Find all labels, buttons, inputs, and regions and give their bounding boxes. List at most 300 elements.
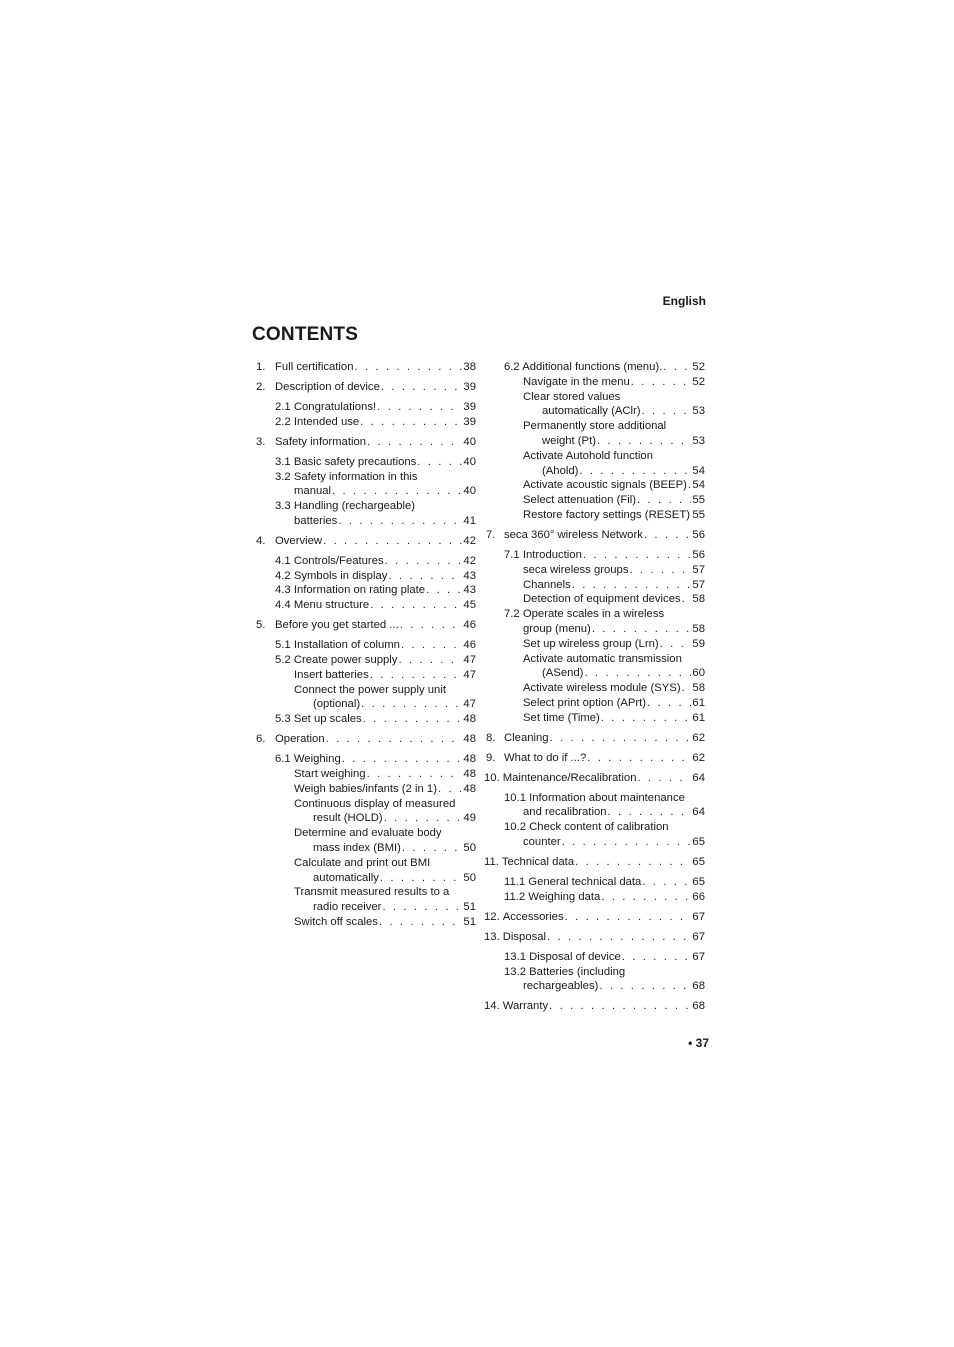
toc-entry[interactable] — [484, 528, 705, 543]
toc-entry[interactable] — [484, 478, 705, 493]
toc-entry[interactable] — [254, 767, 476, 782]
toc-entry-line — [294, 797, 476, 812]
toc-entry-title: Warranty — [502, 1000, 549, 1013]
toc-page-number: 57 — [692, 563, 705, 576]
dot-leader — [601, 890, 691, 905]
toc-entry-line — [523, 419, 705, 434]
toc-page-number: 43 — [463, 584, 476, 597]
toc-entry-title: Activate Autohold function — [523, 449, 654, 462]
toc-entry-title: Detection of equipment devices — [523, 593, 681, 606]
toc-entry-line — [523, 711, 705, 726]
toc-entry[interactable] — [254, 668, 476, 683]
toc-entry-line — [275, 484, 476, 499]
toc-entry-line — [294, 871, 476, 886]
toc-entry-line — [275, 455, 476, 470]
toc-page-number: 64 — [692, 806, 705, 819]
toc-page-number: 48 — [463, 733, 476, 746]
toc-entry-title: Disposal — [502, 930, 547, 943]
toc-entry-line — [504, 805, 705, 820]
dot-leader — [379, 915, 462, 930]
toc-entry-title: 5.1 Installation of column — [275, 639, 400, 652]
toc-entry-title: Start weighing — [294, 768, 366, 780]
toc-entry-line — [275, 712, 476, 727]
toc-entry-line — [504, 820, 705, 835]
toc-entry-title: Navigate in the menu — [523, 375, 630, 388]
toc-entry[interactable] — [484, 419, 705, 449]
toc-entry-line — [523, 390, 705, 405]
toc-entry-title: 3.1 Basic safety precautions — [275, 455, 417, 468]
toc-entry[interactable] — [484, 390, 705, 420]
toc-entry-number: 9. — [486, 751, 496, 764]
toc-entry-title: 2.2 Intended use — [275, 415, 360, 428]
toc-entry-number: 2. — [256, 380, 266, 393]
dot-leader — [562, 835, 692, 850]
toc-entry[interactable] — [484, 820, 705, 850]
toc-entry[interactable] — [254, 856, 476, 886]
toc-entry-line — [275, 638, 476, 653]
toc-entry-title: Permanently store additional — [523, 420, 667, 433]
toc-entry[interactable] — [484, 548, 705, 563]
toc-entry-line — [484, 855, 705, 870]
toc-entry[interactable] — [254, 638, 476, 653]
toc-page-number: 39 — [463, 400, 476, 413]
dot-leader — [642, 404, 692, 419]
dot-leader — [417, 455, 462, 470]
toc-entry-title: Insert batteries — [294, 668, 369, 681]
toc-entry-line — [523, 696, 705, 711]
toc-entry[interactable] — [484, 360, 705, 375]
toc-entry[interactable] — [484, 875, 705, 890]
toc-entry-title: Activate acoustic signals (BEEP) — [523, 479, 687, 492]
toc-entry[interactable] — [484, 999, 705, 1014]
dot-leader — [583, 548, 692, 563]
toc-entry-number: 10. — [484, 771, 500, 784]
toc-page-number: 58 — [692, 593, 705, 606]
toc-entry-title: automatically — [313, 871, 379, 884]
dot-leader — [565, 910, 692, 925]
page-title: CONTENTS — [252, 324, 359, 345]
toc-entry[interactable] — [484, 696, 705, 711]
dot-leader — [587, 751, 691, 766]
toc-page-number: 40 — [463, 485, 476, 498]
toc-entry-line — [484, 999, 705, 1014]
toc-entry[interactable] — [254, 683, 476, 713]
toc-entry-title: Set up wireless group (Lrn) — [523, 637, 659, 650]
toc-page-number: 53 — [692, 434, 705, 447]
toc-page-number: 50 — [463, 841, 476, 854]
dot-leader — [622, 950, 692, 965]
toc-entry-title: automatically (AClr) — [542, 405, 641, 418]
dot-leader — [637, 493, 691, 508]
toc-entry-line — [504, 731, 705, 746]
toc-entry-title: Select print option (APrt) — [523, 696, 647, 709]
toc-entry-title: Accessories — [502, 910, 564, 923]
toc-entry[interactable] — [484, 930, 705, 945]
toc-entry[interactable] — [254, 782, 476, 797]
toc-entry-title: 4.4 Menu structure — [275, 599, 370, 612]
toc-entry-title: Overview — [275, 534, 323, 547]
toc-page-number: 54 — [692, 479, 705, 492]
dot-leader — [660, 637, 692, 652]
toc-page-number: 39 — [463, 380, 476, 393]
toc-page-number: 48 — [463, 782, 476, 795]
toc-entry-number: 3. — [256, 435, 266, 448]
toc-entry-line — [504, 360, 705, 375]
toc-entry-title: Maintenance/Recalibration — [502, 771, 637, 784]
toc-entry[interactable] — [484, 855, 705, 870]
toc-entry-line — [294, 767, 476, 782]
toc-entry-title: 10.1 Information about maintenance — [504, 791, 685, 804]
toc-entry[interactable] — [484, 652, 705, 682]
toc-entry[interactable] — [484, 493, 705, 508]
toc-entry-title: Description of device — [275, 380, 380, 393]
dot-leader — [642, 875, 691, 890]
toc-entry-line — [523, 592, 705, 607]
dot-leader — [644, 528, 692, 543]
language-label: English — [662, 294, 706, 308]
toc-page-number: 64 — [692, 771, 705, 784]
toc-entry[interactable] — [484, 950, 705, 965]
toc-entry-line — [294, 856, 476, 871]
toc-page-number: 38 — [463, 361, 476, 373]
toc-entry-number: 5. — [256, 619, 266, 632]
dot-leader — [584, 666, 691, 681]
toc-entry[interactable] — [484, 681, 705, 696]
toc-entry-line — [275, 360, 476, 375]
toc-page-number: 55 — [692, 508, 705, 521]
toc-entry[interactable] — [484, 578, 705, 593]
toc-page-number: 61 — [692, 711, 705, 724]
toc-entry[interactable] — [254, 598, 476, 613]
dot-leader — [342, 752, 463, 767]
toc-entry-title: 3.2 Safety information in this — [275, 470, 418, 483]
dot-leader — [398, 653, 462, 668]
toc-page-number: 67 — [692, 950, 705, 963]
page-number: • 37 — [688, 1036, 709, 1050]
toc-entry[interactable] — [484, 751, 705, 766]
dot-leader — [549, 999, 691, 1014]
toc-page-number: 46 — [463, 639, 476, 652]
toc-entry[interactable] — [254, 499, 476, 529]
toc-entry[interactable] — [484, 910, 705, 925]
toc-page-number: 39 — [463, 415, 476, 428]
toc-entry[interactable] — [254, 732, 476, 747]
toc-entry-line — [294, 885, 476, 900]
toc-page-number: 60 — [692, 667, 705, 680]
toc-entry[interactable] — [254, 400, 476, 415]
toc-entry-line — [294, 683, 476, 698]
dot-leader — [370, 668, 463, 683]
toc-entry-title: Select attenuation (Fil) — [523, 494, 637, 507]
toc-entry-title: (optional) — [313, 698, 361, 711]
toc-entry-title: Set time (Time) — [523, 711, 600, 724]
toc-entry-number: 14. — [484, 1000, 500, 1013]
dot-leader — [575, 855, 691, 870]
toc-entry[interactable] — [484, 771, 705, 786]
toc-entry-line — [523, 508, 705, 523]
dot-leader — [608, 805, 692, 820]
toc-entry[interactable] — [254, 435, 476, 450]
toc-entry-title: weight (Pt) — [542, 434, 596, 447]
toc-entry-line — [484, 771, 705, 786]
dot-leader — [361, 697, 462, 712]
toc-entry-title: 5.2 Create power supply — [275, 654, 398, 667]
toc-page-number: 46 — [463, 619, 476, 632]
toc-entry-number: 7. — [486, 528, 496, 541]
toc-entry-line — [523, 404, 705, 419]
toc-entry[interactable] — [484, 607, 705, 637]
toc-entry-line — [275, 534, 476, 549]
toc-entry[interactable] — [484, 731, 705, 746]
toc-entry-title: Operation — [275, 733, 325, 746]
toc-entry-line — [504, 751, 705, 766]
toc-page-number: 53 — [692, 405, 705, 418]
toc-entry[interactable] — [254, 915, 476, 930]
toc-entry-line — [294, 826, 476, 841]
toc-entry-line — [504, 875, 705, 890]
dot-leader — [360, 415, 462, 430]
toc-entry-number: 13. — [484, 930, 500, 943]
toc-entry-title: Calculate and print out BMI — [294, 856, 431, 869]
toc-entry-line — [275, 400, 476, 415]
toc-page-number: 66 — [692, 890, 705, 903]
toc-entry-line — [275, 569, 476, 584]
toc-entry[interactable] — [254, 653, 476, 668]
toc-entry-line — [504, 835, 705, 850]
toc-page-number: 57 — [692, 578, 705, 591]
toc-entry-line — [294, 697, 476, 712]
dot-leader — [637, 771, 691, 786]
toc-page-number: 40 — [463, 435, 476, 448]
toc-entry-title: 4.1 Controls/Features — [275, 554, 384, 567]
toc-page-number: 42 — [463, 554, 476, 567]
toc-entry-title: seca wireless groups — [523, 563, 629, 576]
toc-entry-line — [523, 493, 705, 508]
toc-entry[interactable] — [254, 826, 476, 856]
toc-entry-title: Technical data — [501, 856, 575, 869]
toc-entry-title: Determine and evaluate body — [294, 827, 442, 840]
toc-entry-title: Weigh babies/infants (2 in 1) — [294, 782, 437, 795]
toc-page-number: 58 — [692, 682, 705, 695]
toc-entry-line — [294, 811, 476, 826]
toc-entry[interactable] — [254, 360, 476, 375]
toc-entry[interactable] — [254, 752, 476, 767]
dot-leader — [384, 811, 463, 826]
toc-page-number: 55 — [692, 494, 705, 507]
toc-entry[interactable] — [484, 508, 705, 523]
toc-entry[interactable] — [254, 470, 476, 500]
toc-entry-line — [523, 666, 705, 681]
toc-entry-title: Continuous display of measured — [294, 797, 456, 810]
toc-page-number: 48 — [463, 713, 476, 726]
toc-entry[interactable] — [254, 554, 476, 569]
toc-entry-line — [275, 598, 476, 613]
toc-entry-title: (Ahold) — [542, 464, 579, 477]
toc-entry-line — [275, 653, 476, 668]
toc-entry[interactable] — [484, 711, 705, 726]
dot-leader — [597, 434, 691, 449]
dot-leader — [572, 578, 692, 593]
toc-entry[interactable] — [484, 592, 705, 607]
toc-entry-title: 7.1 Introduction — [504, 548, 582, 561]
toc-page-number: 52 — [692, 361, 705, 373]
toc-entry-title: Activate wireless module (SYS) — [523, 682, 681, 695]
toc-page-number: 47 — [463, 668, 476, 681]
dot-leader — [338, 514, 462, 529]
toc-entry-line — [294, 841, 476, 856]
dot-leader — [367, 435, 462, 450]
dot-leader — [381, 380, 463, 395]
toc-entry-title: (ASend) — [542, 667, 584, 680]
toc-entry-title: 11.1 General technical data — [504, 876, 642, 888]
toc-page-number: 59 — [692, 637, 705, 650]
toc-page-number: 68 — [692, 980, 705, 993]
toc-entry-line — [523, 464, 705, 479]
toc-page-number: 41 — [463, 514, 476, 527]
dot-leader — [682, 592, 692, 607]
toc-entry-title: 6.2 Additional functions (menu). — [504, 361, 663, 373]
toc-page-number: 62 — [692, 751, 705, 764]
toc-entry-line — [523, 563, 705, 578]
toc-entry-title: 7.2 Operate scales in a wireless — [504, 608, 665, 621]
toc-entry-line — [523, 681, 705, 696]
toc-entry[interactable] — [484, 375, 705, 390]
toc-entry-title: Channels — [523, 578, 571, 591]
dot-leader — [400, 618, 463, 633]
dot-leader — [367, 767, 463, 782]
toc-entry-title: batteries — [294, 514, 338, 527]
toc-page-number: 51 — [463, 901, 476, 914]
toc-entry-title: Transmit measured results to a — [294, 886, 450, 899]
dot-leader — [599, 979, 691, 994]
dot-leader — [377, 400, 462, 415]
toc-entry-line — [523, 449, 705, 464]
toc-entry-title: Before you get started ... — [275, 619, 399, 632]
toc-entry[interactable] — [484, 449, 705, 479]
toc-entry-line — [504, 965, 705, 980]
dot-leader — [688, 478, 692, 493]
toc-page-number: 67 — [692, 910, 705, 923]
dot-leader — [550, 731, 692, 746]
toc-entry-line — [275, 514, 476, 529]
dot-leader — [326, 732, 463, 747]
toc-entry[interactable] — [484, 563, 705, 578]
toc-entry-line — [523, 375, 705, 390]
toc-entry-title: 10.2 Check content of calibration — [504, 821, 669, 834]
toc-entry-title: Full certification — [275, 361, 354, 373]
toc-page-number: 65 — [692, 876, 705, 888]
dot-leader — [547, 930, 691, 945]
toc-entry-title: manual — [294, 485, 332, 498]
dot-leader — [388, 569, 462, 584]
toc-entry-title: Activate automatic transmission — [523, 652, 682, 665]
toc-entry[interactable] — [254, 415, 476, 430]
toc-entry-number: 11. — [484, 856, 499, 869]
toc-entry-title: 4.2 Symbols in display — [275, 569, 388, 582]
dot-leader — [601, 711, 692, 726]
toc-entry-line — [275, 583, 476, 598]
toc-entry[interactable] — [484, 791, 705, 821]
toc-entry-title: radio receiver — [313, 901, 382, 914]
toc-entry-number: 4. — [256, 534, 266, 547]
toc-entry[interactable] — [254, 618, 476, 633]
toc-entry[interactable] — [254, 455, 476, 470]
toc-entry-line — [523, 637, 705, 652]
toc-entry-line — [294, 668, 476, 683]
toc-entry-line — [504, 607, 705, 622]
toc-entry[interactable] — [254, 569, 476, 584]
dot-leader — [382, 900, 462, 915]
toc-page-number: 65 — [692, 836, 705, 849]
toc-entry-line — [504, 950, 705, 965]
toc-left-column — [254, 360, 476, 930]
dot-leader — [631, 375, 692, 390]
toc-entry-title: 13.1 Disposal of device — [504, 950, 621, 963]
toc-page-number: 47 — [463, 698, 476, 711]
toc-entry-line — [275, 499, 476, 514]
toc-entry-line — [484, 930, 705, 945]
toc-page-number: 62 — [692, 731, 705, 744]
toc-entry[interactable] — [254, 534, 476, 549]
toc-entry-title: Cleaning — [504, 731, 549, 744]
toc-entry[interactable] — [254, 885, 476, 915]
toc-page-number: 67 — [692, 930, 705, 943]
toc-entry-title: What to do if ...? — [504, 751, 587, 764]
toc-entry-line — [504, 979, 705, 994]
toc-entry-title: 2.1 Congratulations! — [275, 400, 377, 413]
toc-entry[interactable] — [254, 583, 476, 598]
toc-entry-line — [275, 752, 476, 767]
dot-leader — [682, 681, 692, 696]
toc-page-number: 45 — [463, 599, 476, 612]
toc-page-number: 47 — [463, 654, 476, 667]
toc-entry-title: Restore factory settings (RESET) — [523, 508, 690, 521]
toc-entry-number: 12. — [484, 910, 500, 923]
toc-page-number: 56 — [692, 548, 705, 561]
toc-entry[interactable] — [484, 890, 705, 905]
toc-entry[interactable] — [484, 637, 705, 652]
toc-page-number: 42 — [463, 534, 476, 547]
dot-leader — [592, 622, 692, 637]
dot-leader — [370, 598, 462, 613]
dot-leader — [323, 534, 462, 549]
toc-entry-line — [523, 578, 705, 593]
toc-page-number: 52 — [692, 375, 705, 388]
toc-entry-title: Safety information — [275, 435, 367, 448]
toc-entry-line — [294, 915, 476, 930]
toc-entry[interactable] — [254, 712, 476, 727]
toc-entry-line — [523, 652, 705, 667]
toc-entry-title: and recalibration — [523, 806, 607, 819]
dot-leader — [438, 782, 462, 797]
toc-right-column — [484, 360, 705, 1014]
toc-page-number: 51 — [463, 915, 476, 928]
toc-entry-title: Clear stored values — [523, 390, 621, 403]
toc-entry[interactable] — [254, 797, 476, 827]
toc-entry-line — [523, 478, 705, 493]
toc-entry-number: 6. — [256, 733, 266, 746]
toc-entry-title: seca 360° wireless Network — [504, 528, 643, 541]
toc-page-number: 48 — [463, 768, 476, 780]
toc-page-number: 43 — [463, 569, 476, 582]
toc-entry-title: 13.2 Batteries (including — [504, 965, 626, 978]
toc-entry[interactable] — [254, 380, 476, 395]
toc-entry-line — [484, 910, 705, 925]
toc-entry-title: 11.2 Weighing data — [504, 890, 601, 903]
toc-page-number: 50 — [463, 871, 476, 884]
dot-leader — [629, 563, 691, 578]
toc-entry[interactable] — [484, 965, 705, 995]
